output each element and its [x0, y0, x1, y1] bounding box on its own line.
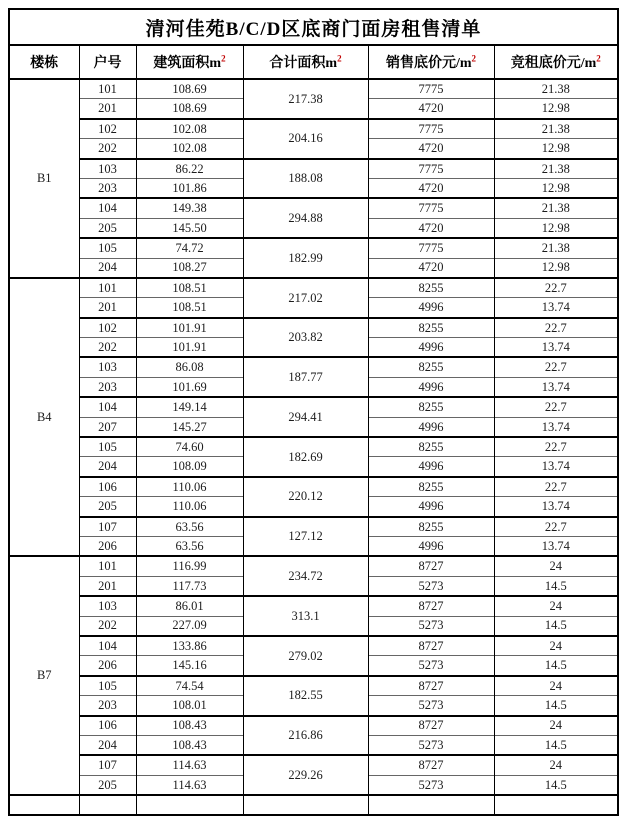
built-area-cell: 101.69: [136, 377, 243, 397]
sale-price-cell: 4720: [368, 178, 494, 198]
sale-price-cell: 4996: [368, 497, 494, 517]
built-area-cell: 110.06: [136, 477, 243, 497]
rent-price-cell: 22.7: [494, 517, 618, 537]
table-row: [9, 556, 618, 576]
sale-price-cell: 8255: [368, 477, 494, 497]
table-row: [9, 596, 618, 616]
built-area-cell: 108.01: [136, 696, 243, 716]
total-area-cell: 217.38: [243, 79, 368, 119]
unit-no-cell: 204: [79, 258, 136, 278]
rent-price-cell: 22.7: [494, 437, 618, 457]
built-area-cell: 117.73: [136, 576, 243, 596]
rent-price-cell: 22.7: [494, 397, 618, 417]
rent-price-cell: 24: [494, 556, 618, 576]
unit-no-cell: 205: [79, 775, 136, 795]
unit-no-cell: 107: [79, 517, 136, 537]
document-page: [8, 8, 619, 816]
column-header-built-area: 建筑面积$m^2$: [136, 45, 243, 79]
built-area-cell: 133.86: [136, 636, 243, 656]
built-area-cell: 101.86: [136, 178, 243, 198]
page-title: 清河佳苑B/C/D区底商门面房租售清单: [9, 9, 618, 45]
built-area-cell: 110.06: [136, 497, 243, 517]
building-cell: B7: [9, 556, 79, 795]
unit-no-cell: 101: [79, 278, 136, 298]
rent-price-cell: 22.7: [494, 278, 618, 298]
unit-no-cell: 103: [79, 357, 136, 377]
sale-price-cell: 8255: [368, 278, 494, 298]
unit-no-cell: 105: [79, 238, 136, 258]
unit-no-cell: 204: [79, 735, 136, 755]
total-area-cell: 279.02: [243, 636, 368, 676]
sale-price-cell: 7775: [368, 119, 494, 139]
sale-price-cell: 8255: [368, 318, 494, 338]
total-area-cell: 294.88: [243, 198, 368, 238]
total-area-cell: 220.12: [243, 477, 368, 517]
unit-no-cell: 207: [79, 417, 136, 437]
built-area-cell: 145.50: [136, 218, 243, 238]
rent-price-cell: 24: [494, 755, 618, 775]
building-cell: B1: [9, 79, 79, 278]
unit-no-cell: [79, 795, 136, 815]
total-area-cell: 313.1: [243, 596, 368, 636]
sale-price-cell: 4996: [368, 377, 494, 397]
sale-price-cell: 5273: [368, 576, 494, 596]
built-area-cell: 108.09: [136, 457, 243, 477]
built-area-cell: 116.99: [136, 556, 243, 576]
total-area-cell: 217.02: [243, 278, 368, 318]
built-area-cell: 149.14: [136, 397, 243, 417]
built-area-cell: 114.63: [136, 755, 243, 775]
column-header-rent-base-price: 竞租底价元$/m^2$: [494, 45, 618, 79]
sale-price-cell: 7775: [368, 238, 494, 258]
sale-price-cell: 7775: [368, 159, 494, 179]
unit-no-cell: 105: [79, 676, 136, 696]
built-area-cell: 108.51: [136, 278, 243, 298]
table-row: [9, 755, 618, 775]
built-area-cell: 74.60: [136, 437, 243, 457]
rent-price-cell: 12.98: [494, 258, 618, 278]
sale-price-cell: 4996: [368, 457, 494, 477]
built-area-cell: 114.63: [136, 775, 243, 795]
sale-price-cell: 4996: [368, 417, 494, 437]
sale-price-cell: 8255: [368, 437, 494, 457]
title-row: [9, 9, 618, 45]
sale-price-cell: 4996: [368, 298, 494, 318]
table-row: [9, 198, 618, 218]
column-header-sale-base-price: 销售底价元$/m^2$: [368, 45, 494, 79]
built-area-cell: 145.27: [136, 417, 243, 437]
unit-no-cell: 107: [79, 755, 136, 775]
sale-price-cell: 4720: [368, 258, 494, 278]
unit-no-cell: 104: [79, 397, 136, 417]
rent-price-cell: 13.74: [494, 298, 618, 318]
unit-no-cell: 203: [79, 178, 136, 198]
unit-no-cell: 206: [79, 536, 136, 556]
total-area-cell: 182.69: [243, 437, 368, 477]
built-area-cell: 101.91: [136, 338, 243, 358]
rent-price-cell: 24: [494, 636, 618, 656]
built-area-cell: 74.54: [136, 676, 243, 696]
sale-price-cell: [368, 795, 494, 815]
rent-price-cell: 14.5: [494, 735, 618, 755]
sale-price-cell: 8727: [368, 676, 494, 696]
built-area-cell: 108.69: [136, 99, 243, 119]
column-header-unit-no: 户号: [79, 45, 136, 79]
sale-price-cell: 8255: [368, 357, 494, 377]
table-row: [9, 318, 618, 338]
unit-no-cell: 104: [79, 198, 136, 218]
sale-price-cell: 4996: [368, 536, 494, 556]
rent-price-cell: 24: [494, 716, 618, 736]
rent-price-cell: 14.5: [494, 576, 618, 596]
table-row: [9, 397, 618, 417]
sale-price-cell: 5273: [368, 656, 494, 676]
sale-price-cell: 8727: [368, 636, 494, 656]
built-area-cell: 108.51: [136, 298, 243, 318]
built-area-cell: 101.91: [136, 318, 243, 338]
squared-superscript: 2: [471, 53, 477, 64]
total-area-cell: 182.99: [243, 238, 368, 278]
unit-no-cell: 205: [79, 497, 136, 517]
built-area-cell: 145.16: [136, 656, 243, 676]
column-header-row: [9, 45, 618, 79]
sale-price-cell: 8727: [368, 556, 494, 576]
rent-price-cell: 14.5: [494, 616, 618, 636]
built-area-cell: [136, 795, 243, 815]
rent-price-cell: 21.38: [494, 159, 618, 179]
table-row: [9, 278, 618, 298]
unit-no-cell: 201: [79, 298, 136, 318]
unit-no-cell: 103: [79, 159, 136, 179]
total-area-cell: 229.26: [243, 755, 368, 795]
built-area-cell: 102.08: [136, 139, 243, 159]
unit-no-cell: 205: [79, 218, 136, 238]
unit-no-cell: 204: [79, 457, 136, 477]
squared-superscript: 2: [337, 53, 342, 64]
rent-price-cell: 12.98: [494, 99, 618, 119]
table-row: [9, 676, 618, 696]
built-area-cell: 108.43: [136, 716, 243, 736]
unit-no-cell: 201: [79, 576, 136, 596]
table-row: [9, 517, 618, 537]
rent-price-cell: 22.7: [494, 477, 618, 497]
table-row: [9, 636, 618, 656]
sale-price-cell: 5273: [368, 735, 494, 755]
sale-price-cell: 8727: [368, 755, 494, 775]
rent-price-cell: 13.74: [494, 417, 618, 437]
total-area-cell: 216.86: [243, 716, 368, 756]
unit-no-cell: 106: [79, 477, 136, 497]
unit-no-cell: 203: [79, 377, 136, 397]
table-row: [9, 159, 618, 179]
rent-price-cell: 13.74: [494, 457, 618, 477]
unit-no-cell: 105: [79, 437, 136, 457]
total-area-cell: 203.82: [243, 318, 368, 358]
total-area-cell: 188.08: [243, 159, 368, 199]
unit-no-cell: 202: [79, 616, 136, 636]
sale-price-cell: 7775: [368, 198, 494, 218]
partial-bottom-row: [9, 795, 618, 815]
table-row: [9, 79, 618, 99]
rent-price-cell: 14.5: [494, 775, 618, 795]
built-area-cell: 86.01: [136, 596, 243, 616]
unit-no-cell: 202: [79, 338, 136, 358]
rent-price-cell: 21.38: [494, 238, 618, 258]
table-row: [9, 119, 618, 139]
table-row: [9, 437, 618, 457]
unit-no-cell: 102: [79, 318, 136, 338]
sale-price-cell: 8255: [368, 397, 494, 417]
unit-no-cell: 103: [79, 596, 136, 616]
sale-price-cell: 8727: [368, 716, 494, 736]
built-area-cell: 74.72: [136, 238, 243, 258]
rent-price-cell: 24: [494, 596, 618, 616]
rent-price-cell: [494, 795, 618, 815]
table-row: [9, 238, 618, 258]
rent-price-cell: 13.74: [494, 497, 618, 517]
built-area-cell: 108.27: [136, 258, 243, 278]
total-area-cell: 187.77: [243, 357, 368, 397]
table-row: [9, 357, 618, 377]
sale-price-cell: 5273: [368, 775, 494, 795]
sale-price-cell: 4720: [368, 99, 494, 119]
column-header-building: 楼栋: [9, 45, 79, 79]
built-area-cell: 86.08: [136, 357, 243, 377]
rent-price-cell: 22.7: [494, 357, 618, 377]
rent-price-cell: 22.7: [494, 318, 618, 338]
total-area-cell: 294.41: [243, 397, 368, 437]
rental-price-table: [8, 8, 619, 816]
table-row: [9, 716, 618, 736]
unit-no-cell: 106: [79, 716, 136, 736]
rent-price-cell: 24: [494, 676, 618, 696]
rent-price-cell: 13.74: [494, 338, 618, 358]
sale-price-cell: 8727: [368, 596, 494, 616]
rent-price-cell: 12.98: [494, 218, 618, 238]
rent-price-cell: 14.5: [494, 656, 618, 676]
squared-superscript: 2: [596, 53, 601, 64]
unit-no-cell: 206: [79, 656, 136, 676]
built-area-cell: 63.56: [136, 536, 243, 556]
rent-price-cell: 21.38: [494, 119, 618, 139]
sale-price-cell: 4996: [368, 338, 494, 358]
building-cell: [9, 795, 79, 815]
built-area-cell: 86.22: [136, 159, 243, 179]
built-area-cell: 108.69: [136, 79, 243, 99]
built-area-cell: 149.38: [136, 198, 243, 218]
unit-no-cell: 101: [79, 79, 136, 99]
sale-price-cell: 4720: [368, 139, 494, 159]
sale-price-cell: 8255: [368, 517, 494, 537]
sale-price-cell: 5273: [368, 696, 494, 716]
rent-price-cell: 21.38: [494, 79, 618, 99]
rent-price-cell: 14.5: [494, 696, 618, 716]
rent-price-cell: 13.74: [494, 377, 618, 397]
built-area-cell: 102.08: [136, 119, 243, 139]
building-cell: B4: [9, 278, 79, 556]
rent-price-cell: 21.38: [494, 198, 618, 218]
table-body: [9, 79, 618, 815]
sale-price-cell: 4720: [368, 218, 494, 238]
unit-no-cell: 101: [79, 556, 136, 576]
total-area-cell: 182.55: [243, 676, 368, 716]
table-row: [9, 477, 618, 497]
unit-no-cell: 102: [79, 119, 136, 139]
total-area-cell: 234.72: [243, 556, 368, 596]
total-area-cell: [243, 795, 368, 815]
rent-price-cell: 12.98: [494, 139, 618, 159]
total-area-cell: 204.16: [243, 119, 368, 159]
built-area-cell: 108.43: [136, 735, 243, 755]
column-header-total-area: 合计面积$m^2$: [243, 45, 368, 79]
built-area-cell: 227.09: [136, 616, 243, 636]
unit-no-cell: 203: [79, 696, 136, 716]
unit-no-cell: 104: [79, 636, 136, 656]
rent-price-cell: 12.98: [494, 178, 618, 198]
rent-price-cell: 13.74: [494, 536, 618, 556]
squared-superscript: 2: [221, 53, 226, 64]
total-area-cell: 127.12: [243, 517, 368, 557]
unit-no-cell: 202: [79, 139, 136, 159]
built-area-cell: 63.56: [136, 517, 243, 537]
unit-no-cell: 201: [79, 99, 136, 119]
sale-price-cell: 5273: [368, 616, 494, 636]
sale-price-cell: 7775: [368, 79, 494, 99]
